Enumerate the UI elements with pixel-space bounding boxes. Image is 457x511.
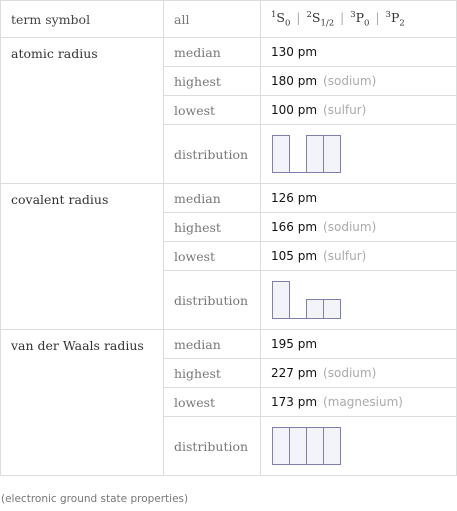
stat-label: highest xyxy=(164,359,261,388)
stat-value: 227 pm (sodium) xyxy=(261,359,457,388)
term-symbol-4: $^3P_2$ xyxy=(385,9,405,29)
section-title-atomic-radius: atomic radius xyxy=(1,38,164,184)
atomic-radius-median-row xyxy=(1,38,457,67)
histogram-bar xyxy=(307,300,324,319)
term-symbol-3: $^3P_0$ xyxy=(350,9,370,29)
stat-label: lowest xyxy=(164,388,261,417)
stat-label: highest xyxy=(164,67,261,96)
vdw-radius-median-row xyxy=(1,330,457,359)
histogram-bar xyxy=(324,136,341,173)
stat-label: lowest xyxy=(164,242,261,271)
footnote: (electronic ground state properties) xyxy=(1,493,189,505)
element-note: (sodium) xyxy=(323,366,377,380)
distribution-histogram xyxy=(261,271,457,330)
header-row xyxy=(1,1,457,38)
all-header: all xyxy=(164,1,261,38)
histogram-bar xyxy=(324,428,341,465)
stat-label: distribution xyxy=(164,125,261,184)
histogram-chart xyxy=(271,133,351,175)
stat-value: 130 pm xyxy=(261,38,457,67)
distribution-histogram xyxy=(261,417,457,476)
stat-label: median xyxy=(164,38,261,67)
stat-value: 180 pm (sodium) xyxy=(261,67,457,96)
histogram-bar xyxy=(307,136,324,173)
stat-label: median xyxy=(164,330,261,359)
stat-label: lowest xyxy=(164,96,261,125)
histogram-chart xyxy=(271,425,351,467)
stat-value: 126 pm xyxy=(261,184,457,213)
separator: | xyxy=(340,10,345,25)
element-note: (magnesium) xyxy=(323,395,403,409)
section-title-covalent-radius: covalent radius xyxy=(1,184,164,330)
term-symbol-2: $^2S_{1/2}$ xyxy=(306,9,335,29)
histogram-chart xyxy=(271,279,351,321)
term-symbol-header: term symbol xyxy=(1,1,164,38)
separator: | xyxy=(375,10,380,25)
element-note: (sulfur) xyxy=(323,249,367,263)
histogram-bar xyxy=(307,428,324,465)
histogram-bar xyxy=(273,136,290,173)
histogram-bar xyxy=(290,428,307,465)
stat-label: median xyxy=(164,184,261,213)
element-note: (sodium) xyxy=(323,74,377,88)
element-note: (sulfur) xyxy=(323,103,367,117)
histogram-bar xyxy=(324,300,341,319)
element-note: (sodium) xyxy=(323,220,377,234)
stat-value: 173 pm (magnesium) xyxy=(261,388,457,417)
distribution-histogram xyxy=(261,125,457,184)
stat-value: 195 pm xyxy=(261,330,457,359)
histogram-bar xyxy=(273,428,290,465)
stat-value: 105 pm (sulfur) xyxy=(261,242,457,271)
stat-label: distribution xyxy=(164,417,261,476)
histogram-bar xyxy=(273,282,290,319)
stat-label: highest xyxy=(164,213,261,242)
covalent-radius-median-row xyxy=(1,184,457,213)
section-title-van-der-waals-radius: van der Waals radius xyxy=(1,330,164,476)
separator: | xyxy=(296,10,301,25)
term-symbol-1: $^1S_0$ xyxy=(271,9,291,29)
stat-value: 100 pm (sulfur) xyxy=(261,96,457,125)
stat-label: distribution xyxy=(164,271,261,330)
stat-value: 166 pm (sodium) xyxy=(261,213,457,242)
term-symbols-header xyxy=(261,1,457,38)
